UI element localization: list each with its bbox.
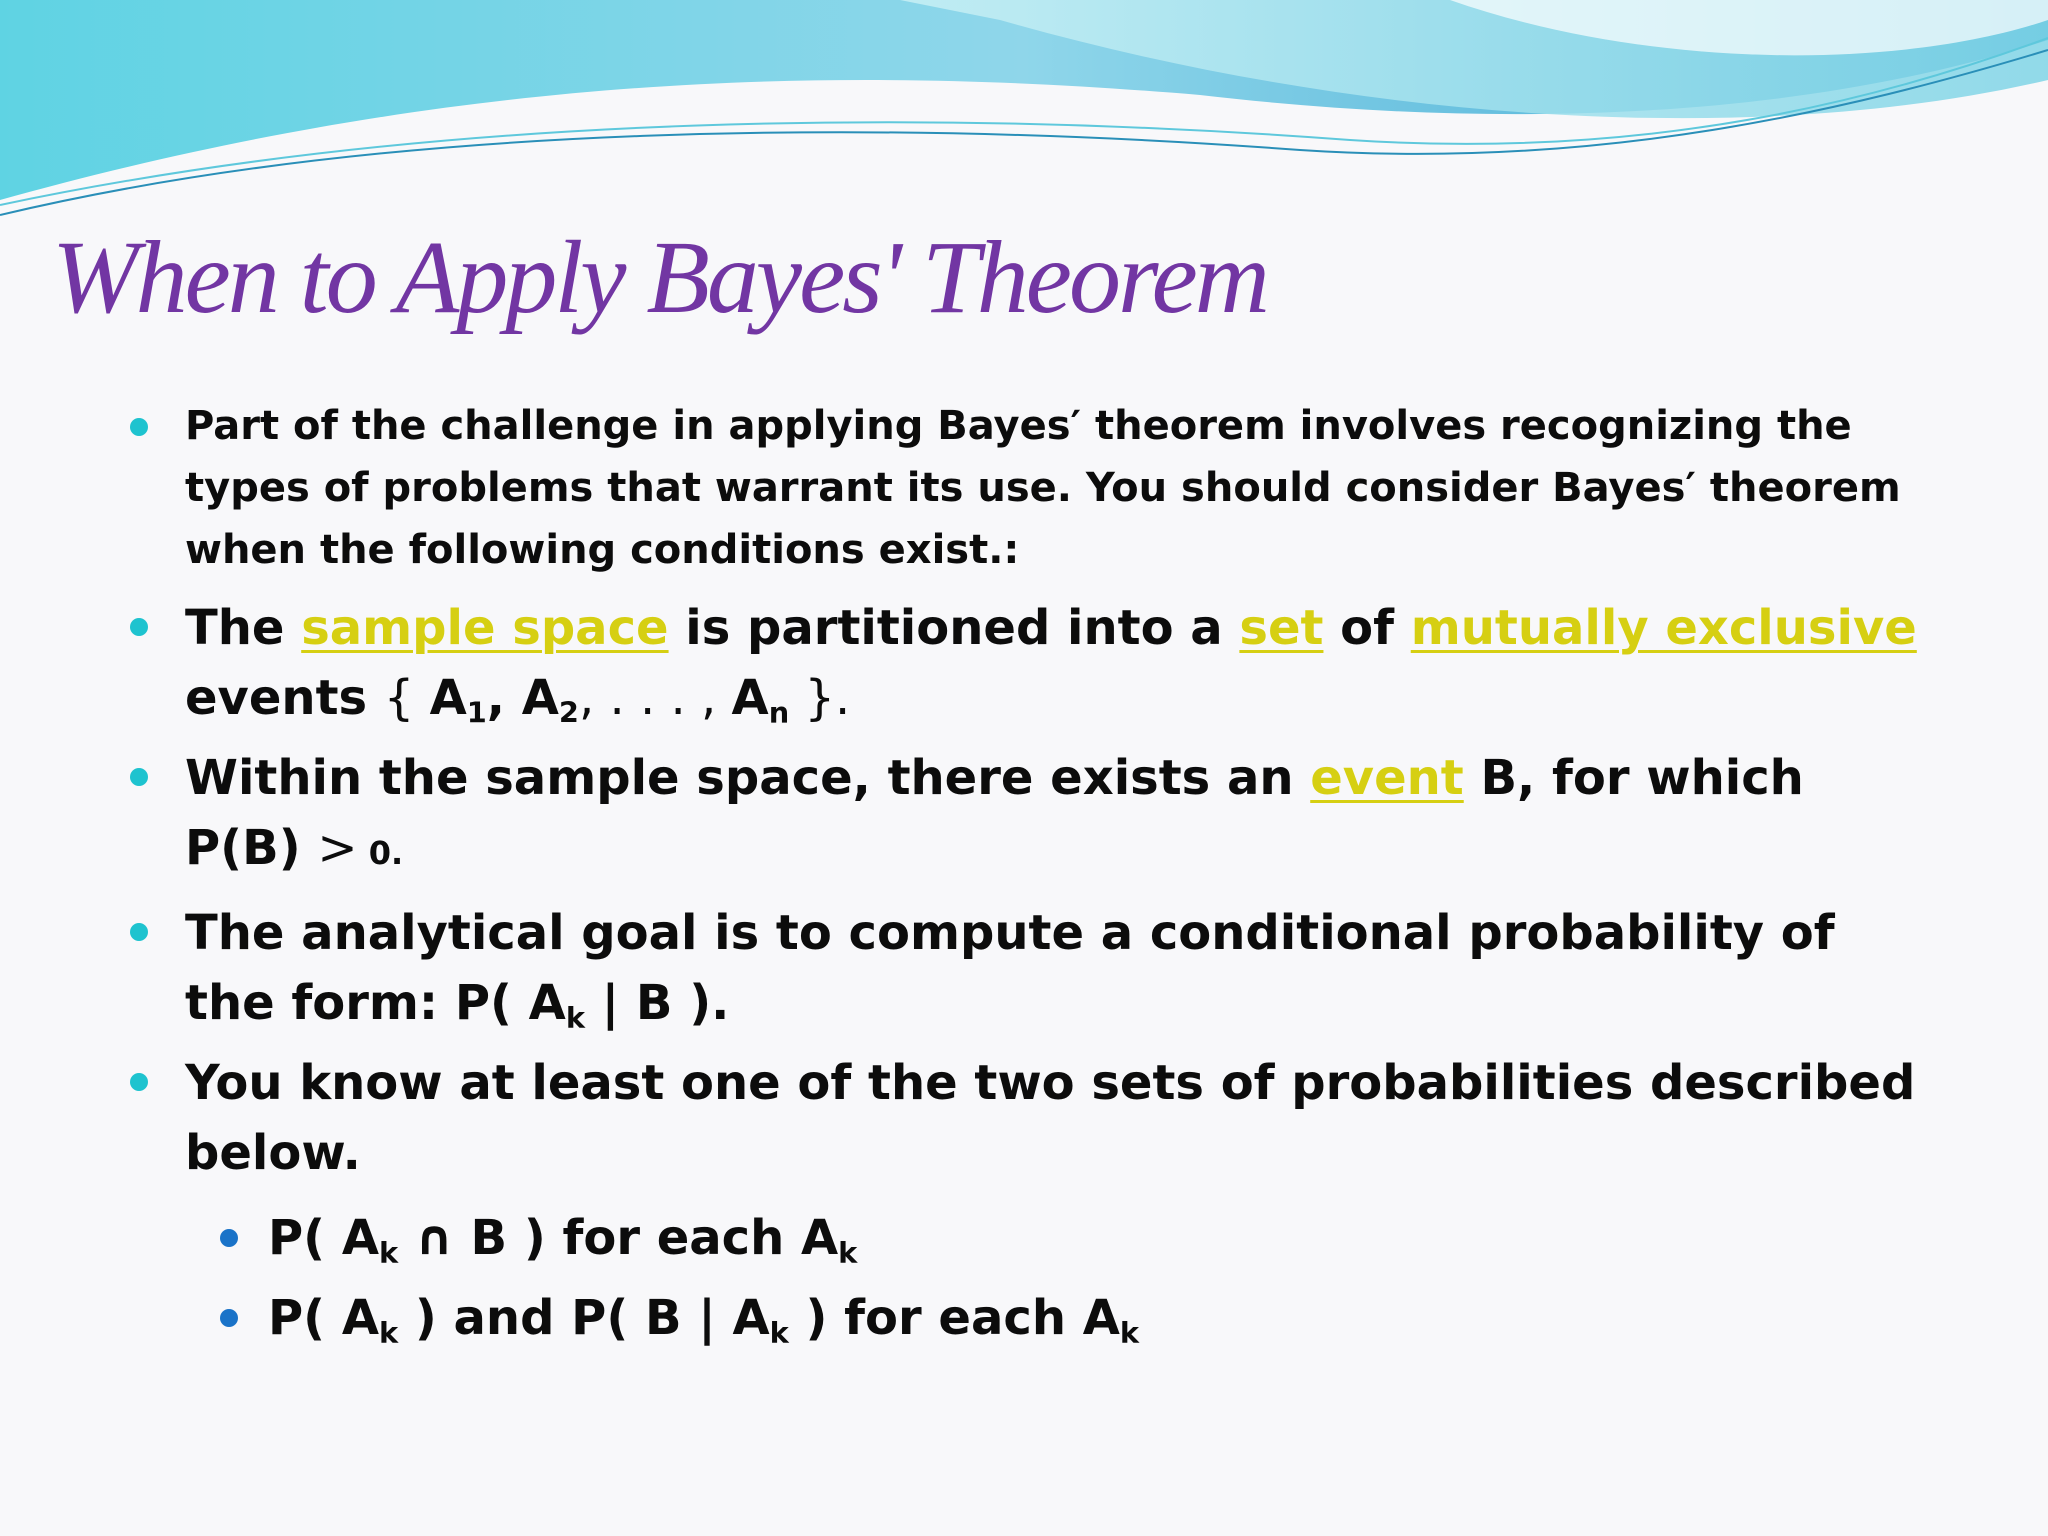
greater-than: >: [317, 820, 358, 876]
text: of: [1323, 600, 1411, 656]
bullet-sample-space: [0, 593, 1935, 733]
text: Within the sample space, there exists an: [185, 750, 1311, 806]
bullet-dot: [130, 768, 148, 786]
link-sample-space[interactable]: sample space: [301, 600, 669, 656]
sub-bullet-conditional: P( $A_k$ ) and P( B | $A_k$ ) for each $A_k$: [0, 1278, 2048, 1358]
bullet-intro: [0, 395, 1935, 581]
ellipsis: , . . . ,: [578, 670, 732, 726]
brace: }.: [789, 670, 851, 726]
text: The analytical goal is to compute a conditional probability of the form: P( A: [185, 905, 1835, 1031]
event-a1: $A_1$: [429, 670, 487, 730]
bullet-list: [0, 395, 2048, 1358]
event-an: $A_n$: [731, 670, 790, 730]
text: ,: [486, 670, 522, 726]
text: You know at least one of the two sets of probabilities described below.: [185, 1055, 1916, 1181]
text: 0.: [357, 834, 404, 872]
bullet-event-b: [0, 743, 1935, 888]
bullet-dot: [130, 923, 148, 941]
bullet-analytical-goal: [0, 898, 1935, 1038]
event-a2: $A_2$: [521, 670, 579, 730]
text: P( A: [268, 1210, 379, 1266]
text: events: [185, 670, 384, 726]
bullet-known-probabilities: [0, 1048, 1935, 1188]
link-mutually-exclusive[interactable]: mutually exclusive: [1410, 600, 1917, 656]
bullet-dot: [130, 418, 148, 436]
link-set[interactable]: set: [1239, 600, 1324, 656]
text: The: [185, 600, 302, 656]
bullet-dot: [130, 618, 148, 636]
sub-bullet-dot: [220, 1309, 238, 1327]
text: ) and P( B | A: [398, 1290, 770, 1346]
text: P( A: [268, 1290, 379, 1346]
brace: {: [383, 670, 430, 726]
text: ) for each A: [788, 1290, 1120, 1346]
text: B, for which P(B): [185, 750, 1804, 876]
link-event[interactable]: event: [1310, 750, 1464, 806]
text: | B ).: [584, 975, 730, 1031]
slide-title: When to Apply Bayes' Theorem: [52, 220, 1267, 335]
text: is partitioned into a: [668, 600, 1240, 656]
text: ∩ B ) for each A: [398, 1210, 839, 1266]
bullet-dot: [130, 1073, 148, 1091]
bullet-intro-text: Part of the challenge in applying Bayes′ theorem involves recognizing the types of problems that warrant its use. You should consider Bayes′ theorem when the following conditions exist.:: [185, 403, 1901, 573]
subscript-k: k: [565, 1000, 585, 1035]
sub-bullet-dot: [220, 1229, 238, 1247]
sub-bullet-intersection: P( $A_k$ ∩ B ) for each $A_k$: [0, 1198, 2048, 1278]
